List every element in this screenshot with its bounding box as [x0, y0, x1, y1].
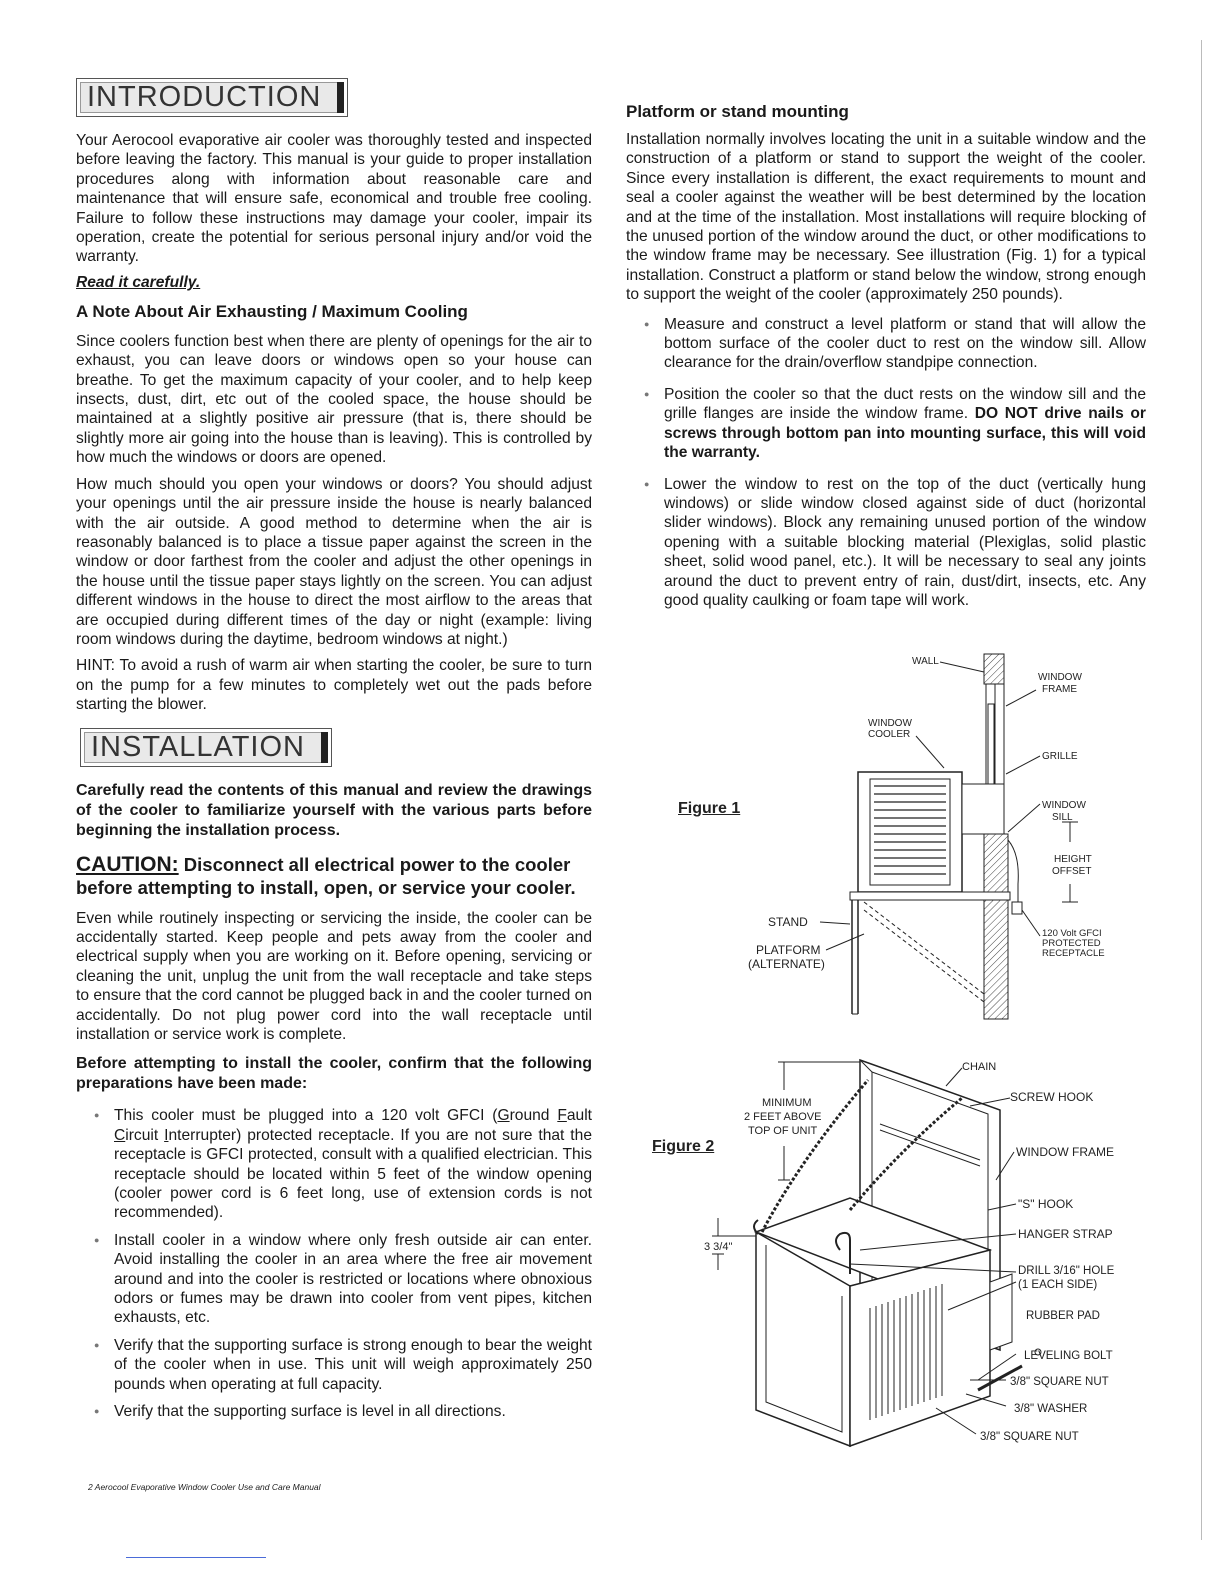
fig2-dimension-label: 3 3/4" [704, 1241, 733, 1253]
gfci-f: F [557, 1107, 567, 1125]
installation-banner: INSTALLATION [80, 728, 332, 767]
note-paragraph-2: How much should you open your windows or doors? You should adjust your openings until the air pressure inside the house is nearly balanced with the air outside. A good method to determine when the air is reasonably balanced is to place a tissue paper against the screen in the window or door farthest from the cooler and adjust the other openings in the house until the tissue paper stays lightly on the screen. You can adjust different windows in the house to direct the most airflow to the areas that are occupied during different times of the day or night (example: living room windows during the daytime, bedroom windows at night.) [76, 475, 592, 648]
fig2-hanger-strap-label: HANGER STRAP [1018, 1227, 1113, 1241]
fig2-chain-label: CHAIN [962, 1061, 997, 1073]
fig2-square-nut-label-1: 3/8" SQUARE NUT [1010, 1376, 1109, 1388]
figure-2-label: Figure 2 [652, 1138, 715, 1155]
caution-word: CAUTION: [76, 852, 179, 876]
fig1-platform-label-2: (ALTERNATE) [748, 957, 825, 971]
fig1-window-sill-label-2: SILL [1052, 812, 1073, 823]
fig2-window-frame-label: WINDOW FRAME [1016, 1145, 1114, 1159]
prep-item-location: ● Install cooler in a window where only fresh outside air can enter. Avoid installing the cooler in an area where the free air movement around and into the cooler is restricted or locations where obnoxious odors or fumes may be drawn into cooler from vent pipes, kitchen exhausts, etc. [88, 1231, 592, 1328]
read-it-carefully: Read it carefully. [76, 273, 201, 291]
install-bold-intro: Carefully read the contents of this manual and review the drawings of the cooler to familiarize yourself with the various parts before beginning the installation process. [76, 781, 592, 839]
platform-item-position [638, 385, 1146, 463]
gfci-ault: ault [566, 1107, 592, 1125]
install-paragraph: Even while routinely inspecting or servicing the inside, the cooler can be accidentally started. Keep people and pets away from the cooler and electrical supply when you are working on it. Before opening, servicing or cleaning the unit, unplug the unit from the wall receptacle and take steps to ensure that the cord cannot be plugged back in and the cooler turned on accidentally. Do not plug power cord into the wall receptacle until installation or service work is complete. [76, 909, 592, 1043]
prep-item-strength: ● Verify that the supporting surface is strong enough to bear the weight of the cooler when in use. This unit will weigh approximately 250 pounds when operating at full capacity. [88, 1336, 592, 1394]
caution-notice [76, 853, 592, 899]
platform-paragraph: Installation normally involves locating the unit in a suitable window and the construction of a platform or stand to support the weight of the cooler. Since every installation is different, the exact requirements to mount and seal a cooler against the weather will be best determined by the location and at the time of the installation. Most installations will require blocking of the unused portion of the window around the duct, or other modifications to the window frame may be necessary. See illustration (Fig. 1) for a typical installation. Construct a platform or stand below the window, strong enough to support the weight of the cooler (approximately 250 pounds). [626, 131, 1146, 304]
fig2-drill-label-1: DRILL 3/16" HOLE [1018, 1265, 1115, 1277]
fig1-height-offset-label-2: OFFSET [1052, 866, 1092, 877]
page-edge [1201, 40, 1202, 1540]
gfci-round: round [509, 1107, 558, 1125]
introduction-banner: INTRODUCTION [76, 78, 348, 117]
fig1-grille-label: GRILLE [1042, 751, 1078, 762]
gfci-ircuit: ircuit [125, 1126, 165, 1144]
platform-item-lower: ● Lower the window to rest on the top of the duct (vertically hung windows) or slide window closed against side of duct (horizontal slider windows). Block any remaining unused portion of the window opening with a suitable blocking material (Plexiglas, solid plastic sheet, solid wood panel, etc.). It will be necessary to seal any joints around the duct to prevent entry of rain, dust/dirt, insects, etc. Any good quality caulking or foam tape will work. [638, 475, 1146, 611]
fig1-platform-label-1: PLATFORM [756, 943, 821, 957]
page-footer: 2 Aerocool Evaporative Window Cooler Use and Care Manual [88, 1482, 321, 1492]
left-column [76, 78, 592, 1430]
gfci-g: G [497, 1107, 510, 1125]
blue-rule [126, 1557, 266, 1558]
fig1-height-offset-label-1: HEIGHT [1054, 854, 1092, 865]
position-warning: DO NOT drive nails or screws through bottom pan into mounting surface, this will void the warranty. [664, 405, 1146, 462]
figure-1-label: Figure 1 [678, 800, 741, 817]
fig2-minimum-label-3: TOP OF UNIT [748, 1125, 818, 1137]
fig1-wall-label: WALL [912, 656, 939, 667]
fig1-gfci-label-3: RECEPTACLE [1042, 948, 1105, 959]
fig2-square-nut-label-2: 3/8" SQUARE NUT [980, 1431, 1079, 1443]
fig2-rubber-pad-label: RUBBER PAD [1026, 1310, 1100, 1322]
platform-item-measure: ● Measure and construct a level platform or stand that will allow the bottom surface of the cooler duct to rest on the window sill. Allow clearance for the drain/overflow standpipe connection. [638, 315, 1146, 373]
gfci-text-a: This cooler must be plugged into a 120 volt GFCI ( [114, 1107, 498, 1125]
fig1-window-frame-label-1: WINDOW [1038, 672, 1082, 683]
platform-list [638, 315, 1146, 611]
fig2-drill-label-2: (1 EACH SIDE) [1018, 1279, 1098, 1291]
intro-paragraph: Your Aerocool evaporative air cooler was thoroughly tested and inspected before leaving the factory. This manual is your guide to proper installation procedures along with information about reasonable care and maintenance that will ensure safe, economical and trouble free cooling. Failure to follow these instructions may damage your cooler, impair its operation, create the potential for serious personal injury and/or void the warranty. [76, 132, 592, 266]
prep-item-gfci [88, 1106, 592, 1222]
gfci-i: I [164, 1126, 169, 1144]
gfci-c: C [114, 1126, 126, 1144]
fig2-washer-label: 3/8" WASHER [1014, 1403, 1088, 1415]
fig2-s-hook-label: "S" HOOK [1018, 1197, 1074, 1211]
prep-item-level: ● Verify that the supporting surface is level in all directions. [88, 1402, 592, 1421]
fig2-minimum-label-2: 2 FEET ABOVE [744, 1111, 822, 1123]
figure-1-diagram [740, 644, 1140, 1034]
platform-heading: Platform or stand mounting [626, 102, 849, 121]
fig1-gfci-label-2: PROTECTED [1042, 938, 1101, 949]
fig2-screw-hook-label: SCREW HOOK [1010, 1090, 1094, 1104]
fig1-window-cooler-label-2: COOLER [868, 729, 911, 740]
position-text: Position the cooler so that the duct rests on the window sill and the grille flanges are inside the window frame. [664, 385, 1146, 423]
note-paragraph-1: Since coolers function best when there are plenty of openings for the air to exhaust, you can leave doors or windows open so your house can breathe. To get the maximum capacity of your cooler, and to help keep insects, dust, dirt, etc out of the cooled space, the house should be maintained at a slightly positive air pressure (that is, there should be slightly more air going into the house than is leaving). This is controlled by how much the windows or doors are opened. [76, 332, 592, 467]
fig1-window-frame-label-2: FRAME [1042, 684, 1077, 695]
fig2-leveling-bolt-label: LEVELING BOLT [1024, 1350, 1113, 1362]
gfci-rest: nterrupter) protected receptacle. If you are not sure that the receptacle is GFCI protected, consult with a qualified electrician. This receptacle should be located within 5 feet of the window opening (cooler power cord is 6 feet long, use of extension cords is not recommended). [114, 1126, 592, 1222]
hint-paragraph: HINT: To avoid a rush of warm air when starting the cooler, be sure to turn on the pump for a few minutes to completely wet out the pads before starting the blower. [76, 657, 592, 714]
fig2-minimum-label-1: MINIMUM [762, 1097, 812, 1109]
caution-text: Disconnect all electrical power to the cooler before attempting to install, open, or service your cooler. [76, 853, 576, 898]
fig1-window-cooler-label-1: WINDOW [868, 718, 912, 729]
prep-heading: Before attempting to install the cooler, confirm that the following preparations have been made: [76, 1055, 592, 1093]
fig1-stand-label: STAND [768, 915, 808, 929]
fig1-window-sill-label-1: WINDOW [1042, 800, 1086, 811]
fig1-gfci-label-1: 120 Volt GFCI [1042, 928, 1102, 939]
right-column [626, 78, 1146, 618]
note-heading: A Note About Air Exhausting / Maximum Cooling [76, 301, 468, 321]
figure-2-diagram [700, 1050, 1130, 1455]
prep-list [88, 1106, 592, 1421]
